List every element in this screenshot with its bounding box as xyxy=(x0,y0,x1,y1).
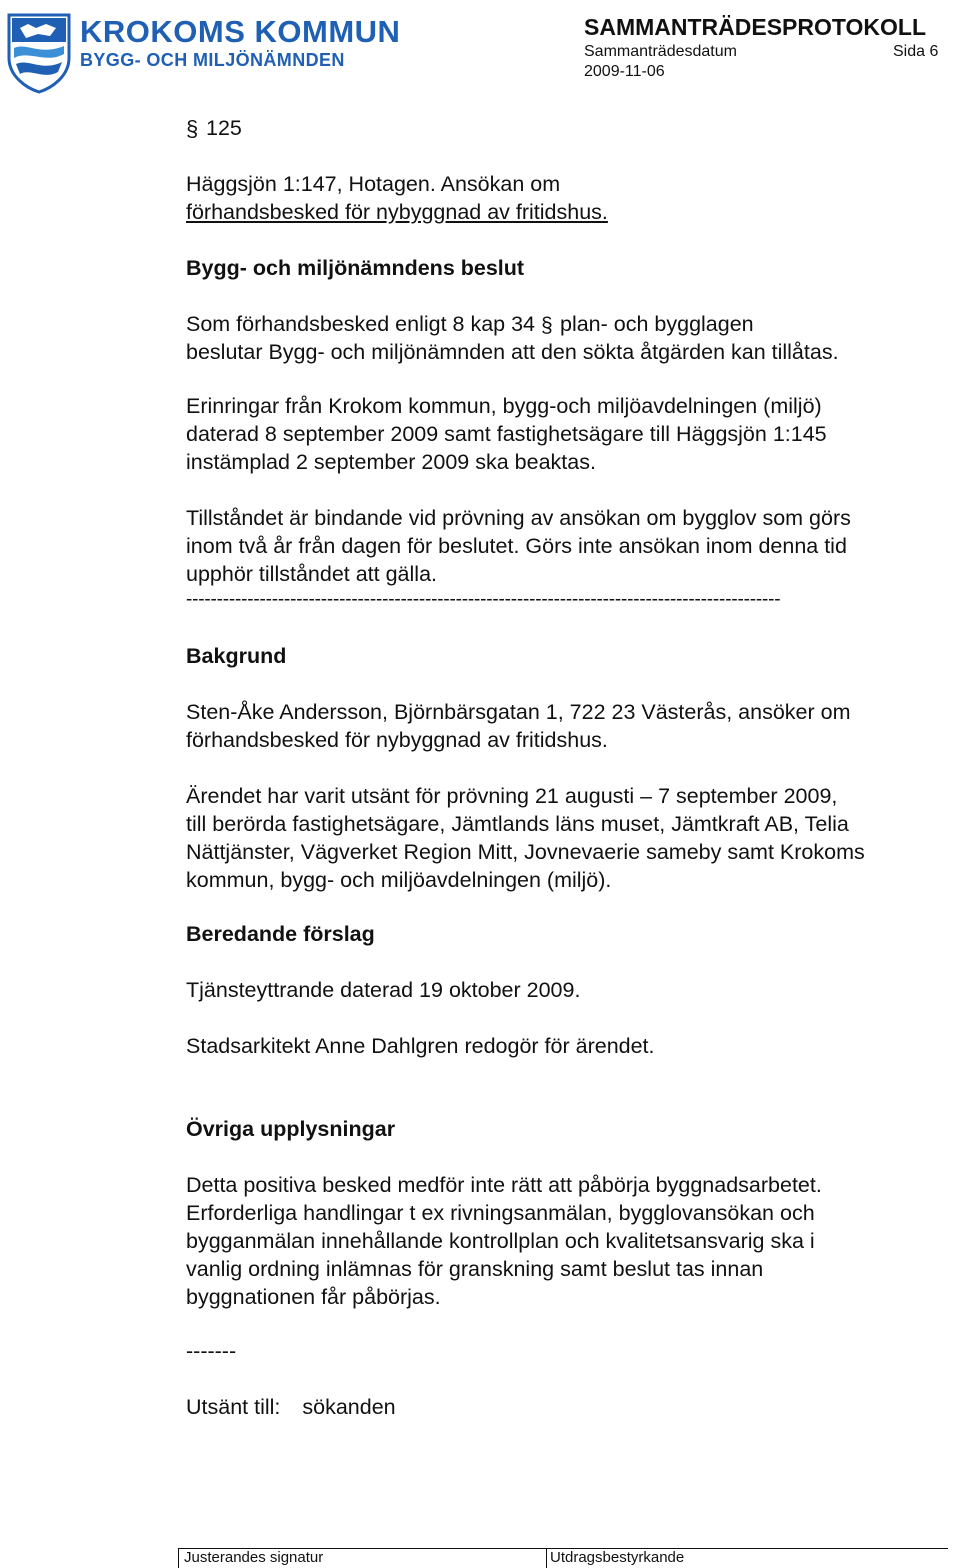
distribution-separator: ------- xyxy=(186,1339,237,1363)
extract-box-border xyxy=(546,1548,547,1568)
signature-label: Justerandes signatur xyxy=(184,1549,324,1566)
decision-p1-post: plan- och bygglagen xyxy=(559,312,754,336)
other-info-line1: Detta positiva besked medför inte rätt att påbörja byggnadsarbetet. xyxy=(186,1173,822,1197)
section-sign-icon xyxy=(186,112,200,142)
background-p2-line2: till berörda fastighetsägare, Jämtlands läns muset, Jämtkraft AB, Telia xyxy=(186,812,849,836)
decision-heading: Bygg- och miljönämndens beslut xyxy=(186,256,525,280)
section-divider: ------------------------------------------------------------------------------------------------- xyxy=(186,589,781,610)
background-heading: Bakgrund xyxy=(186,644,287,668)
background-p2-line1: Ärendet har varit utsänt för prövning 21 augusti – 7 september 2009, xyxy=(186,784,838,808)
background-p2-line4: kommun, bygg- och miljöavdelningen (miljö). xyxy=(186,868,612,892)
meeting-date-label: Sammanträdesdatum xyxy=(584,43,737,60)
proposal-p1: Tjänsteyttrande daterad 19 oktober 2009. xyxy=(186,978,581,1002)
section-sign-icon xyxy=(541,310,554,338)
distribution-recipient: sökanden xyxy=(302,1395,396,1419)
case-title-line1: Häggsjön 1:147, Hotagen. Ansökan om xyxy=(186,172,561,196)
decision-p1-pre: Som förhandsbesked enligt 8 kap 34 xyxy=(186,312,536,336)
decision-p3-line1: Tillståndet är bindande vid prövning av ansökan om bygglov som görs xyxy=(186,506,851,530)
other-info-line4: vanlig ordning inlämnas för granskning samt beslut tas innan xyxy=(186,1257,764,1281)
decision-p1-line1 xyxy=(186,310,754,338)
extract-label: Utdragsbestyrkande xyxy=(550,1549,685,1566)
background-p1-line1: Sten-Åke Andersson, Björnbärsgatan 1, 722 23 Västerås, ansöker om xyxy=(186,700,851,724)
decision-p2-line3: instämplad 2 september 2009 ska beaktas. xyxy=(186,450,596,474)
decision-p3-line2: inom två år från dagen för beslutet. Görs inte ansökan inom denna tid xyxy=(186,534,847,558)
case-number: 125 xyxy=(206,116,242,140)
decision-p2-line2: daterad 8 september 2009 samt fastighetsägare till Häggsjön 1:145 xyxy=(186,422,827,446)
svg-text:§: § xyxy=(541,314,553,337)
background-p2-line3: Nättjänster, Vägverket Region Mitt, Jovnevaerie sameby samt Krokoms xyxy=(186,840,865,864)
org-name: KROKOMS KOMMUN xyxy=(80,14,401,49)
other-info-heading: Övriga upplysningar xyxy=(186,1117,396,1141)
committee-name: BYGG- OCH MILJÖNÄMNDEN xyxy=(80,50,345,70)
distribution-label: Utsänt till: xyxy=(186,1395,281,1419)
document-type: SAMMANTRÄDESPROTOKOLL xyxy=(584,14,927,40)
other-info-line5: byggnationen får påbörjas. xyxy=(186,1285,441,1309)
background-p1-line2: förhandsbesked för nybyggnad av fritidshus. xyxy=(186,728,608,752)
case-title-line2: förhandsbesked för nybyggnad av fritidshus. xyxy=(186,200,608,224)
shield-logo-icon xyxy=(6,12,72,94)
signature-box-border xyxy=(178,1548,179,1568)
distribution-line xyxy=(186,1393,396,1421)
other-info-line3: bygganmälan innehållande kontrollplan och kvalitetsansvarig ska i xyxy=(186,1229,815,1253)
other-info-line2: Erforderliga handlingar t ex rivningsanmälan, bygglovansökan och xyxy=(186,1201,815,1225)
decision-p1-line2: beslutar Bygg- och miljönämnden att den sökta åtgärden kan tillåtas. xyxy=(186,340,839,364)
decision-p3-line3: upphör tillståndet att gälla. xyxy=(186,562,437,586)
svg-text:§: § xyxy=(186,116,199,141)
decision-p2-line1: Erinringar från Krokom kommun, bygg-och miljöavdelningen (miljö) xyxy=(186,394,822,418)
meeting-date: 2009-11-06 xyxy=(584,63,665,80)
proposal-p2: Stadsarkitekt Anne Dahlgren redogör för ärendet. xyxy=(186,1034,655,1058)
proposal-heading: Beredande förslag xyxy=(186,922,375,946)
page-number: Sida 6 xyxy=(893,43,939,60)
